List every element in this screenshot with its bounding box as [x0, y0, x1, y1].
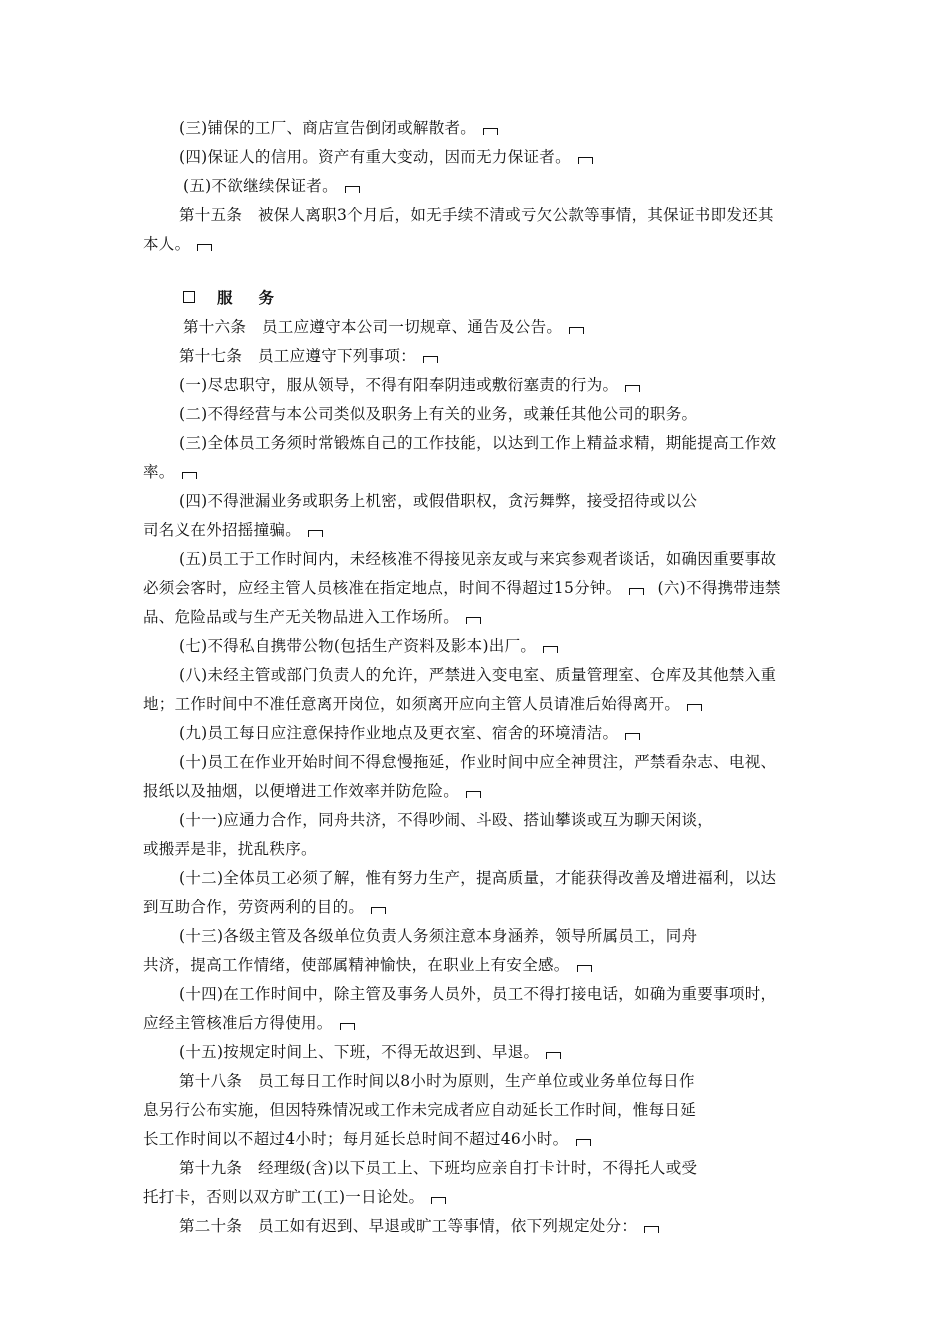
- paragraph-line: (七)不得私自携带公物(包括生产资料及影本)出厂。: [179, 636, 950, 656]
- paragraph-mark-icon: [182, 472, 197, 479]
- paragraph-line: (十四)在工作时间中，除主管及事务人员外，员工不得打接电话，如确为重要事项时，: [179, 985, 777, 1003]
- paragraph-line: (十三)各级主管及各级单位负责人务须注意本身涵养，领导所属员工，同舟: [179, 927, 698, 945]
- paragraph-line: 率。: [143, 462, 950, 482]
- paragraph-line: 到互助合作，劳资两利的目的。: [143, 897, 950, 917]
- paragraph-mark-icon: [197, 244, 212, 251]
- paragraph-line: 第十九条 经理级(含)以下员工上、下班均应亲自打卡计时，不得托人或受: [179, 1159, 698, 1177]
- paragraph-line: (四)不得泄漏业务或职务上机密，或假借职权，贪污舞弊，接受招待或以公: [179, 492, 698, 510]
- paragraph-mark-icon: [578, 157, 593, 164]
- paragraph-mark-icon: [308, 530, 323, 537]
- section-heading-char: 务: [258, 289, 275, 307]
- paragraph-line: 第十八条 员工每日工作时间以8小时为原则，生产单位或业务单位每日作: [179, 1072, 695, 1090]
- paragraph-line: (九)员工每日应注意保持作业地点及更衣室、宿舍的环境清洁。: [179, 723, 950, 743]
- paragraph-mark-icon: [483, 128, 498, 135]
- paragraph-line: 或搬弄是非，扰乱秩序。: [143, 840, 317, 858]
- paragraph-line: 品、危险品或与生产无关物品进入工作场所。: [143, 607, 950, 627]
- paragraph-line: (十五)按规定时间上、下班，不得无故迟到、早退。: [179, 1042, 950, 1062]
- paragraph-line: (五)员工于工作时间内，未经核准不得接见亲友或与来宾参观者谈话，如确因重要事故: [179, 550, 777, 568]
- paragraph-line: 本人。: [143, 234, 950, 254]
- paragraph-line: 长工作时间以不超过4小时；每月延长总时间不超过46小时。: [143, 1129, 950, 1149]
- paragraph-mark-icon: [644, 1226, 659, 1233]
- paragraph-mark-icon: [625, 733, 640, 740]
- paragraph-mark-icon: [340, 1023, 355, 1030]
- paragraph-line: (四)保证人的信用。资产有重大变动，因而无力保证者。: [179, 147, 950, 167]
- paragraph-line: (八)未经主管或部门负责人的允许，严禁进入变电室、质量管理室、仓库及其他禁入重: [179, 666, 777, 684]
- paragraph-line: 地；工作时间中不准任意离开岗位，如须离开应向主管人员请准后始得离开。: [143, 694, 950, 714]
- paragraph-line: (二)不得经营与本公司类似及职务上有关的业务，或兼任其他公司的职务。: [179, 405, 698, 423]
- section-heading-char: 服: [217, 289, 233, 307]
- paragraph-mark-icon: [629, 588, 644, 595]
- paragraph-mark-icon: [345, 186, 360, 193]
- section-heading: [183, 288, 274, 308]
- paragraph-mark-icon: [466, 617, 481, 624]
- paragraph-line: 司名义在外招摇撞骗。: [143, 520, 950, 540]
- paragraph-line: (五)不欲继续保证者。: [183, 176, 950, 196]
- paragraph-mark-icon: [569, 327, 584, 334]
- paragraph-line: 第十五条 被保人离职3个月后，如无手续不清或亏欠公款等事情，其保证书即发还其: [179, 206, 774, 224]
- paragraph-line: 息另行公布实施，但因特殊情况或工作未完成者应自动延长工作时间，惟每日延: [143, 1101, 697, 1119]
- paragraph-line: 应经主管核准后方得使用。: [143, 1013, 950, 1033]
- checkbox-square-icon: [183, 291, 195, 303]
- paragraph-mark-icon: [371, 907, 386, 914]
- paragraph-mark-icon: [546, 1052, 561, 1059]
- paragraph-mark-icon: [423, 356, 438, 363]
- paragraph-mark-icon: [431, 1197, 446, 1204]
- paragraph-line: (十一)应通力合作，同舟共济，不得吵闹、斗殴、搭讪攀谈或互为聊天闲谈，: [179, 811, 714, 829]
- paragraph-line: 报纸以及抽烟，以便增进工作效率并防危险。: [143, 781, 950, 801]
- paragraph-line: (三)全体员工务须时常锻炼自己的工作技能，以达到工作上精益求精，期能提高工作效: [179, 434, 777, 452]
- paragraph-line: 第十七条 员工应遵守下列事项：: [179, 346, 950, 366]
- paragraph-mark-icon: [543, 646, 558, 653]
- paragraph-line: (一)尽忠职守，服从领导，不得有阳奉阴违或敷衍塞责的行为。: [179, 375, 950, 395]
- paragraph-mark-icon: [625, 385, 640, 392]
- paragraph-mark-icon: [687, 704, 702, 711]
- paragraph-mark-icon: [577, 965, 592, 972]
- paragraph-line: (十二)全体员工必须了解，惟有努力生产，提高质量，才能获得改善及增进福利，以达: [179, 869, 777, 887]
- paragraph-line: 共济，提高工作情绪，使部属精神愉快，在职业上有安全感。: [143, 955, 950, 975]
- paragraph-line: (三)铺保的工厂、商店宣告倒闭或解散者。: [179, 118, 950, 138]
- paragraph-line: (十)员工在作业开始时间不得怠慢拖延，作业时间中应全神贯注，严禁看杂志、电视、: [179, 753, 777, 771]
- paragraph-line: 托打卡，否则以双方旷工(工)一日论处。: [143, 1187, 950, 1207]
- paragraph-mark-icon: [466, 791, 481, 798]
- paragraph-mark-icon: [576, 1139, 591, 1146]
- paragraph-line: 第十六条 员工应遵守本公司一切规章、通告及公告。: [183, 317, 950, 337]
- paragraph-line: 必须会客时，应经主管人员核准在指定地点，时间不得超过15分钟。 (六)不得携带违禁: [143, 579, 781, 597]
- paragraph-line: 第二十条 员工如有迟到、早退或旷工等事情，依下列规定处分：: [179, 1216, 950, 1236]
